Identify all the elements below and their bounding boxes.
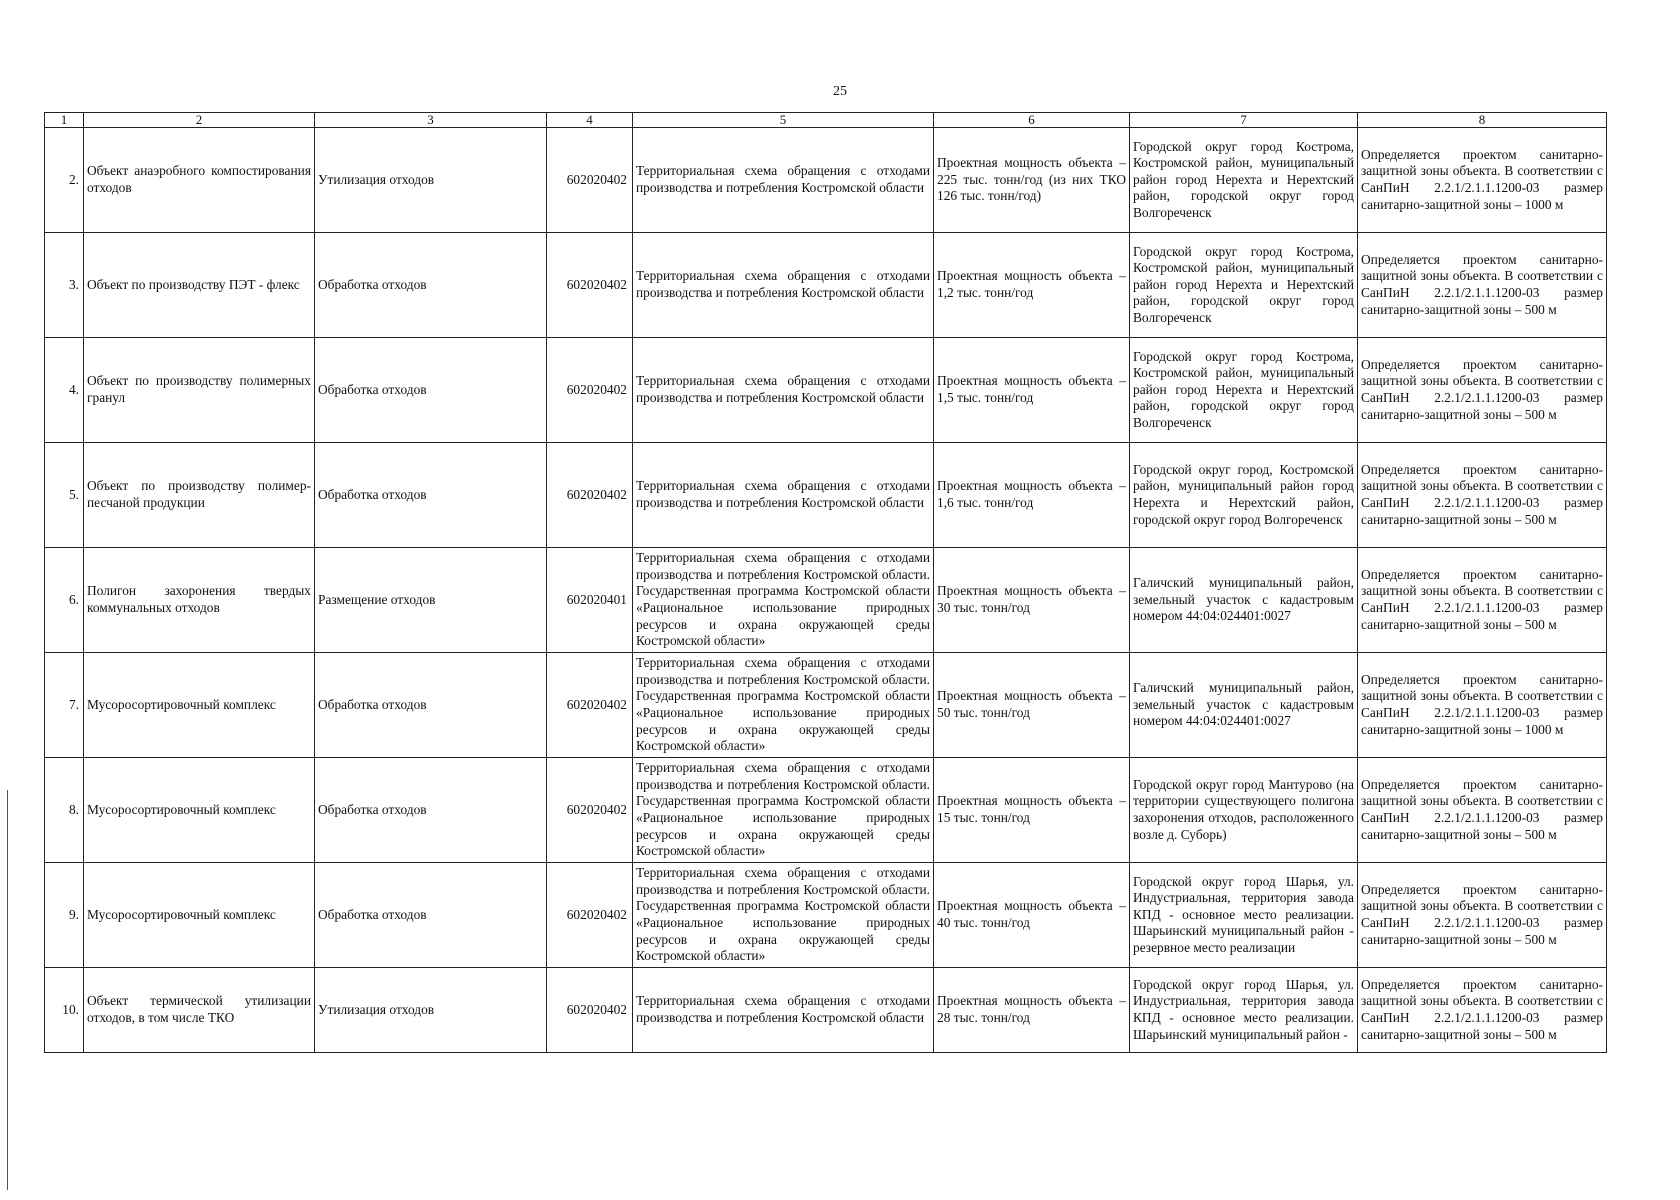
table-row: [45, 758, 1607, 863]
planning-document: Территориальная схема обращения с отходами производства и потребления Костромской области. Государственная программа Костромской области «Рациональное использование природных ресурсов и охрана окружающей среды Костромской области»: [633, 653, 934, 758]
planning-document: Территориальная схема обращения с отходами производства и потребления Костромской области: [633, 233, 934, 338]
planning-document: Территориальная схема обращения с отходами производства и потребления Костромской области: [633, 128, 934, 233]
activity-code: 602020402: [547, 233, 633, 338]
object-parameters: Проектная мощность объекта – 225 тыс. тонн/год (из них ТКО 126 тыс. тонн/год): [934, 128, 1130, 233]
object-location: Городской округ город Кострома, Костромской район, муниципальный район город Нерехта и Нерехтский район, городской округ город Волгореченск: [1130, 128, 1358, 233]
column-number: 4: [547, 113, 633, 128]
table-row: [45, 863, 1607, 968]
activity-type: Обработка отходов: [315, 233, 547, 338]
object-name: Мусоросортировочный комплекс: [84, 758, 315, 863]
planning-document: Территориальная схема обращения с отходами производства и потребления Костромской области: [633, 968, 934, 1053]
column-number: 8: [1358, 113, 1607, 128]
table-row: [45, 443, 1607, 548]
object-parameters: Проектная мощность объекта – 15 тыс. тонн/год: [934, 758, 1130, 863]
object-parameters: Проектная мощность объекта – 1,6 тыс. тонн/год: [934, 443, 1130, 548]
protection-zone: Определяется проектом санитарно-защитной зоны объекта. В соответствии с СанПиН 2.2.1/2.1.1.1200-03 размер санитарно-защитной зоны – 500 м: [1358, 233, 1607, 338]
object-parameters: Проектная мощность объекта – 50 тыс. тонн/год: [934, 653, 1130, 758]
planning-document: Территориальная схема обращения с отходами производства и потребления Костромской области. Государственная программа Костромской области «Рациональное использование природных ресурсов и охрана окружающей среды Костромской области»: [633, 758, 934, 863]
object-parameters: Проектная мощность объекта – 1,2 тыс. тонн/год: [934, 233, 1130, 338]
object-location: Городской округ город Шарья, ул. Индустриальная, территория завода КПД - основное место реализации. Шарьинский муниципальный район -: [1130, 968, 1358, 1053]
column-number-row: [45, 113, 1607, 128]
object-name: Мусоросортировочный комплекс: [84, 653, 315, 758]
row-number: 9.: [45, 863, 84, 968]
object-name: Объект анаэробного компостирования отходов: [84, 128, 315, 233]
object-name: Объект по производству полимер-песчаной продукции: [84, 443, 315, 548]
object-name: Объект по производству полимерных гранул: [84, 338, 315, 443]
object-location: Городской округ город Кострома, Костромской район, муниципальный район город Нерехта и Нерехтский район, городской округ город Волгореченск: [1130, 338, 1358, 443]
table-row: [45, 548, 1607, 653]
row-number: 5.: [45, 443, 84, 548]
table-row: [45, 338, 1607, 443]
activity-code: 602020402: [547, 443, 633, 548]
protection-zone: Определяется проектом санитарно-защитной зоны объекта. В соответствии с СанПиН 2.2.1/2.1.1.1200-03 размер санитарно-защитной зоны – 500 м: [1358, 968, 1607, 1053]
column-number: 6: [934, 113, 1130, 128]
object-location: Галичский муниципальный район, земельный участок с кадастровым номером 44:04:024401:0027: [1130, 653, 1358, 758]
activity-type: Обработка отходов: [315, 338, 547, 443]
planning-document: Территориальная схема обращения с отходами производства и потребления Костромской области. Государственная программа Костромской области «Рациональное использование природных ресурсов и охрана окружающей среды Костромской области»: [633, 548, 934, 653]
object-location: Городской округ город Мантурово (на территории существующего полигона захоронения отходов, расположенного возле д. Суборь): [1130, 758, 1358, 863]
column-number: 5: [633, 113, 934, 128]
protection-zone: Определяется проектом санитарно-защитной зоны объекта. В соответствии с СанПиН 2.2.1/2.1.1.1200-03 размер санитарно-защитной зоны – 500 м: [1358, 758, 1607, 863]
object-parameters: Проектная мощность объекта – 1,5 тыс. тонн/год: [934, 338, 1130, 443]
table-row: [45, 653, 1607, 758]
table-row: [45, 968, 1607, 1053]
row-number: 2.: [45, 128, 84, 233]
page-number: 25: [833, 84, 847, 99]
row-number: 10.: [45, 968, 84, 1053]
protection-zone: Определяется проектом санитарно-защитной зоны объекта. В соответствии с СанПиН 2.2.1/2.1.1.1200-03 размер санитарно-защитной зоны – 1000 м: [1358, 653, 1607, 758]
activity-type: Утилизация отходов: [315, 128, 547, 233]
protection-zone: Определяется проектом санитарно-защитной зоны объекта. В соответствии с СанПиН 2.2.1/2.1.1.1200-03 размер санитарно-защитной зоны – 500 м: [1358, 443, 1607, 548]
activity-code: 602020402: [547, 653, 633, 758]
object-name: Полигон захоронения твердых коммунальных отходов: [84, 548, 315, 653]
object-location: Городской округ город Кострома, Костромской район, муниципальный район город Нерехта и Нерехтский район, городской округ город Волгореченск: [1130, 233, 1358, 338]
protection-zone: Определяется проектом санитарно-защитной зоны объекта. В соответствии с СанПиН 2.2.1/2.1.1.1200-03 размер санитарно-защитной зоны – 500 м: [1358, 863, 1607, 968]
object-name: Объект термической утилизации отходов, в том числе ТКО: [84, 968, 315, 1053]
activity-type: Обработка отходов: [315, 758, 547, 863]
activity-code: 602020402: [547, 338, 633, 443]
activity-code: 602020402: [547, 758, 633, 863]
planning-document: Территориальная схема обращения с отходами производства и потребления Костромской области: [633, 443, 934, 548]
facilities-table: [44, 112, 1607, 1053]
activity-type: Обработка отходов: [315, 863, 547, 968]
row-number: 3.: [45, 233, 84, 338]
object-name: Мусоросортировочный комплекс: [84, 863, 315, 968]
activity-type: Размещение отходов: [315, 548, 547, 653]
object-location: Городской округ город, Костромской район, муниципальный район город Нерехта и Нерехтский район, городской округ город Волгореченск: [1130, 443, 1358, 548]
activity-code: 602020402: [547, 128, 633, 233]
scan-margin-line: [7, 790, 8, 1190]
column-number: 7: [1130, 113, 1358, 128]
activity-type: Обработка отходов: [315, 653, 547, 758]
object-location: Галичский муниципальный район, земельный участок с кадастровым номером 44:04:024401:0027: [1130, 548, 1358, 653]
protection-zone: Определяется проектом санитарно-защитной зоны объекта. В соответствии с СанПиН 2.2.1/2.1.1.1200-03 размер санитарно-защитной зоны – 500 м: [1358, 338, 1607, 443]
row-number: 4.: [45, 338, 84, 443]
object-parameters: Проектная мощность объекта – 28 тыс. тонн/год: [934, 968, 1130, 1053]
column-number: 1: [45, 113, 84, 128]
activity-code: 602020402: [547, 863, 633, 968]
object-name: Объект по производству ПЭТ - флекс: [84, 233, 315, 338]
object-parameters: Проектная мощность объекта – 30 тыс. тонн/год: [934, 548, 1130, 653]
row-number: 6.: [45, 548, 84, 653]
column-number: 3: [315, 113, 547, 128]
activity-type: Утилизация отходов: [315, 968, 547, 1053]
planning-document: Территориальная схема обращения с отходами производства и потребления Костромской области: [633, 338, 934, 443]
activity-code: 602020401: [547, 548, 633, 653]
protection-zone: Определяется проектом санитарно-защитной зоны объекта. В соответствии с СанПиН 2.2.1/2.1.1.1200-03 размер санитарно-защитной зоны – 1000 м: [1358, 128, 1607, 233]
object-parameters: Проектная мощность объекта – 40 тыс. тонн/год: [934, 863, 1130, 968]
activity-type: Обработка отходов: [315, 443, 547, 548]
table-row: [45, 128, 1607, 233]
row-number: 8.: [45, 758, 84, 863]
object-location: Городской округ город Шарья, ул. Индустриальная, территория завода КПД - основное место реализации. Шарьинский муниципальный район - резервное место реализации: [1130, 863, 1358, 968]
table-row: [45, 233, 1607, 338]
column-number: 2: [84, 113, 315, 128]
protection-zone: Определяется проектом санитарно-защитной зоны объекта. В соответствии с СанПиН 2.2.1/2.1.1.1200-03 размер санитарно-защитной зоны – 500 м: [1358, 548, 1607, 653]
planning-document: Территориальная схема обращения с отходами производства и потребления Костромской области. Государственная программа Костромской области «Рациональное использование природных ресурсов и охрана окружающей среды Костромской области»: [633, 863, 934, 968]
row-number: 7.: [45, 653, 84, 758]
activity-code: 602020402: [547, 968, 633, 1053]
